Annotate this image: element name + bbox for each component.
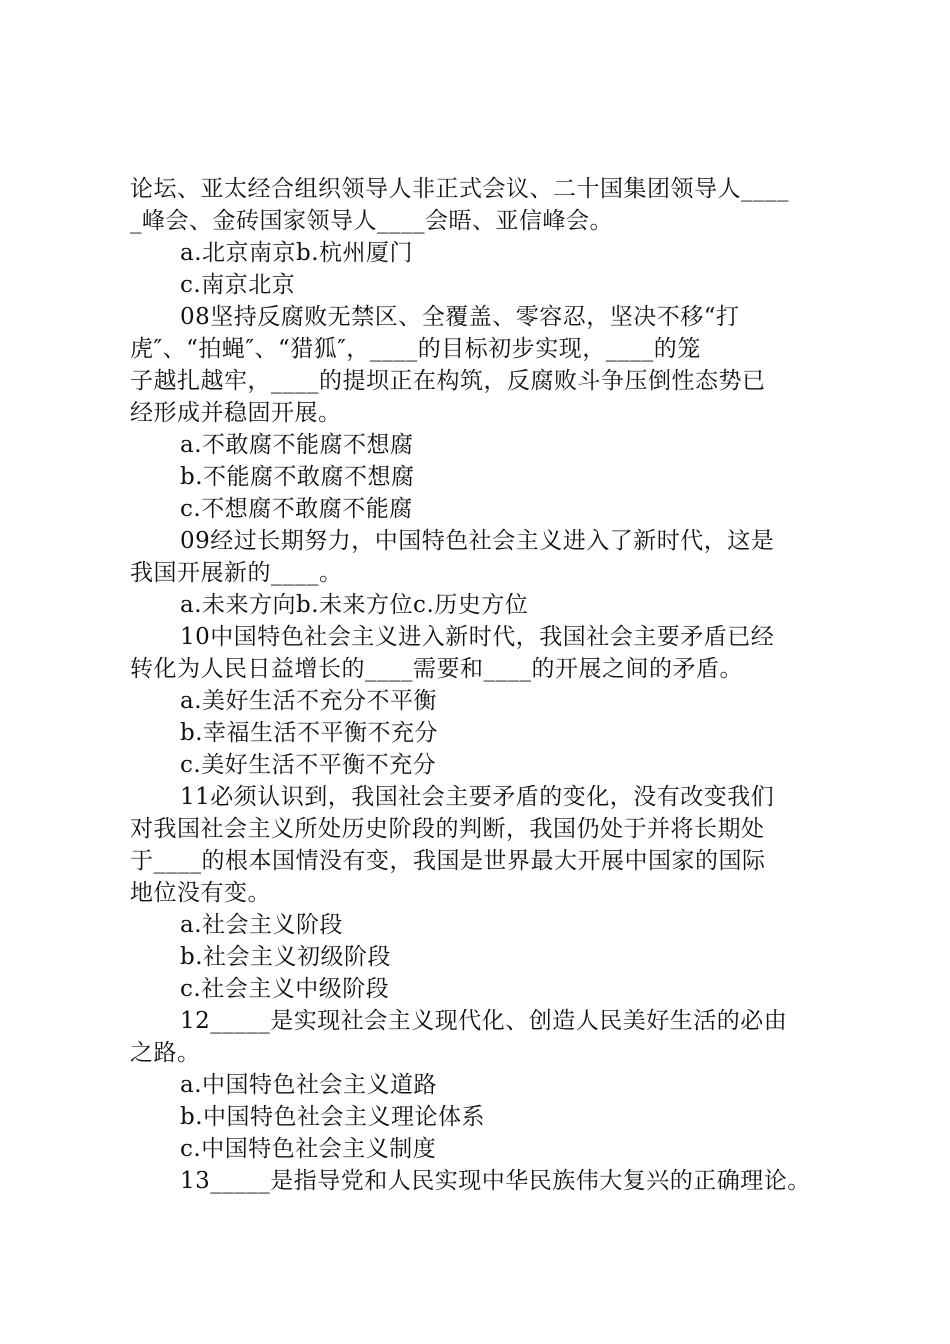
option-line: c.美好生活不平衡不充分 (180, 752, 437, 778)
question-09: 09经过长期努力，中国特色社会主义进入了新时代，这是 (180, 528, 775, 554)
text-line: 于____的根本国情没有变，我国是世界最大开展中国家的国际 (130, 848, 766, 874)
question-11: 11必须认识到，我国社会主要矛盾的变化，没有改变我们 (180, 784, 775, 810)
document-body (130, 173, 830, 1197)
text-line: 经形成并稳固开展。 (130, 400, 342, 426)
option-line: c.中国特色社会主义制度 (180, 1136, 437, 1162)
option-line: a.社会主义阶段 (180, 912, 344, 938)
text-line: 虎″、“拍蝇″、“猎狐″，____的目标初步实现，____的笼 (130, 336, 701, 362)
option-line: b.幸福生活不平衡不充分 (180, 720, 439, 746)
option-line: a.不敢腐不能腐不想腐 (180, 432, 414, 458)
option-line: a.北京南京b.杭州厦门 (180, 240, 414, 266)
option-line: a.中国特色社会主义道路 (180, 1072, 438, 1098)
option-line: a.美好生活不充分不平衡 (180, 688, 438, 714)
question-12: 12_____是实现社会主义现代化、创造人民美好生活的必由 (180, 1008, 788, 1034)
option-line: c.不想腐不敢腐不能腐 (180, 496, 413, 522)
text-line: 我国开展新的____。 (130, 560, 343, 586)
text-line: 论坛、亚太经合组织领导人非正式会议、二十国集团领导人____ (130, 176, 789, 202)
option-line: b.社会主义初级阶段 (180, 944, 392, 970)
text-line: 对我国社会主义所处历史阶段的判断，我国仍处于并将长期处 (130, 816, 765, 842)
question-10: 10中国特色社会主义进入新时代，我国社会主要矛盾已经 (180, 624, 775, 650)
text-line: 转化为人民日益增长的____需要和____的开展之间的矛盾。 (130, 656, 743, 682)
option-line: a.未来方向b.未来方位c.历史方位 (180, 592, 529, 618)
question-08: 08坚持反腐败无禁区、全覆盖、零容忍，坚决不移“打 (180, 304, 740, 330)
text-line: 子越扎越牢，____的提坝正在构筑，反腐败斗争压倒性态势已 (130, 368, 766, 394)
option-line: b.不能腐不敢腐不想腐 (180, 464, 415, 490)
text-line: 之路。 (130, 1040, 201, 1066)
text-line: _峰会、金砖国家领导人____会晤、亚信峰会。 (130, 208, 613, 234)
text-line: 地位没有变。 (130, 880, 271, 906)
option-line: b.中国特色社会主义理论体系 (180, 1104, 486, 1130)
option-line: c.社会主义中级阶段 (180, 976, 390, 1002)
option-line: c.南京北京 (180, 272, 296, 298)
question-13: 13_____是指导党和人民实现中华民族伟大复兴的正确理论。 (180, 1168, 811, 1194)
